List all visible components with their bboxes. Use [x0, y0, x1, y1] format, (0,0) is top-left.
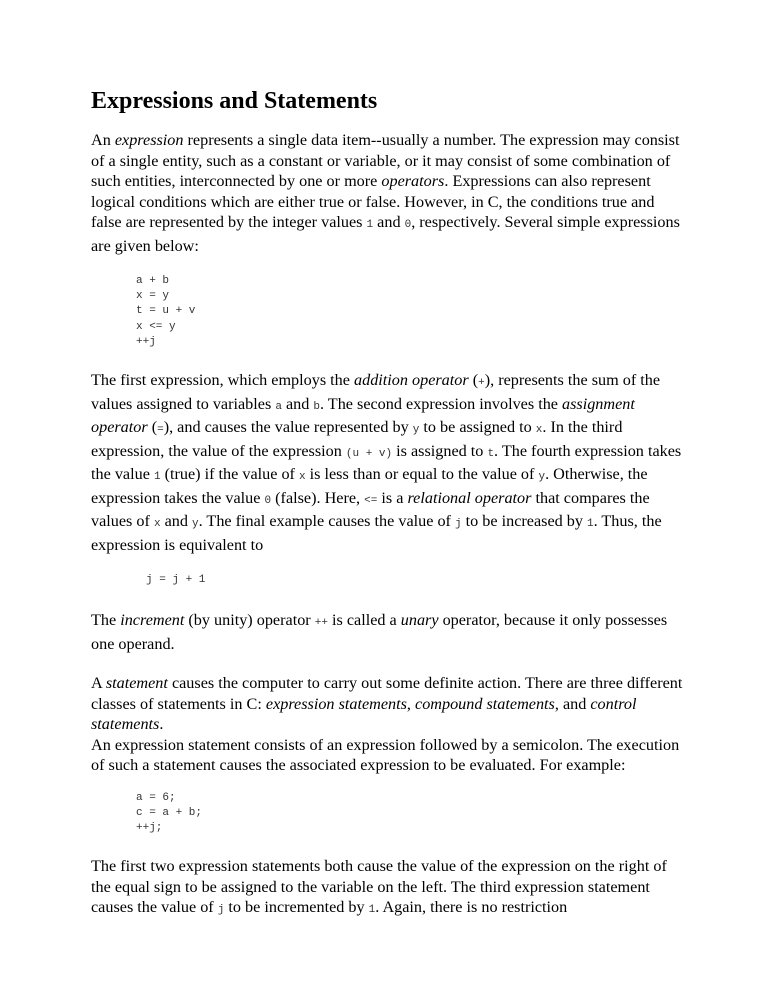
paragraph-expression-explanation: The first expression, which employs the addition operator (+), represents the sum of the values assigned to variables a and b. The second expression involves the assignment operator (=), and causes the value represented by y to be assigned to x. In the third expression, the value of the expression (u + v) is assigned to t. The fourth expression takes the value 1 (true) if the value of x is less than or equal to the value of y. Otherwise, the expression takes the value 0 (false). Here, <= is a relational operator that compares the values of x and y. The final example causes the value of j to be increased by 1. Thus, the expression is equivalent to — [91, 371, 682, 554]
paragraph-unary-operator: The increment (by unity) operator ++ is called a unary operator, because it only possesses one operand. — [91, 611, 668, 653]
code-block-expressions: a + b x = y t = u + v x <= y ++j — [136, 275, 196, 348]
paragraph-expression-statement: An expression statement consists of an expression followed by a semicolon. The execution of such a statement causes the associated expression to be evaluated. For example: — [91, 735, 680, 775]
code-block-statements: a = 6; c = a + b; ++j; — [136, 791, 203, 835]
page-title: Expressions and Statements — [91, 88, 378, 114]
paragraph-statement-explanation: The first two expression statements both cause the value of the expression on the right of the equal sign to be assigned to the variable on the left. The third expression statement causes the value of j to be incremented by 1. Again, there is no restriction — [91, 857, 667, 917]
document-page — [91, 86, 686, 921]
code-block-increment-equivalent: j = j + 1 — [146, 574, 206, 587]
paragraph-statement-intro: A statement causes the computer to carry out some definite action. There are three different classes of statements in C: expression statements, compound statements, and control statements. — [91, 674, 683, 734]
paragraph-expression-intro: An expression represents a single data item--usually a number. The expression may consist of a single entity, such as a constant or variable, or it may consist of some combination of such entities, interconnected by one or more operators. Expressions can also represent logical conditions which are either true or false. However, in C, the conditions true and false are represented by the integer values 1 and 0, respectively. Several simple expressions are given below: — [91, 131, 680, 255]
